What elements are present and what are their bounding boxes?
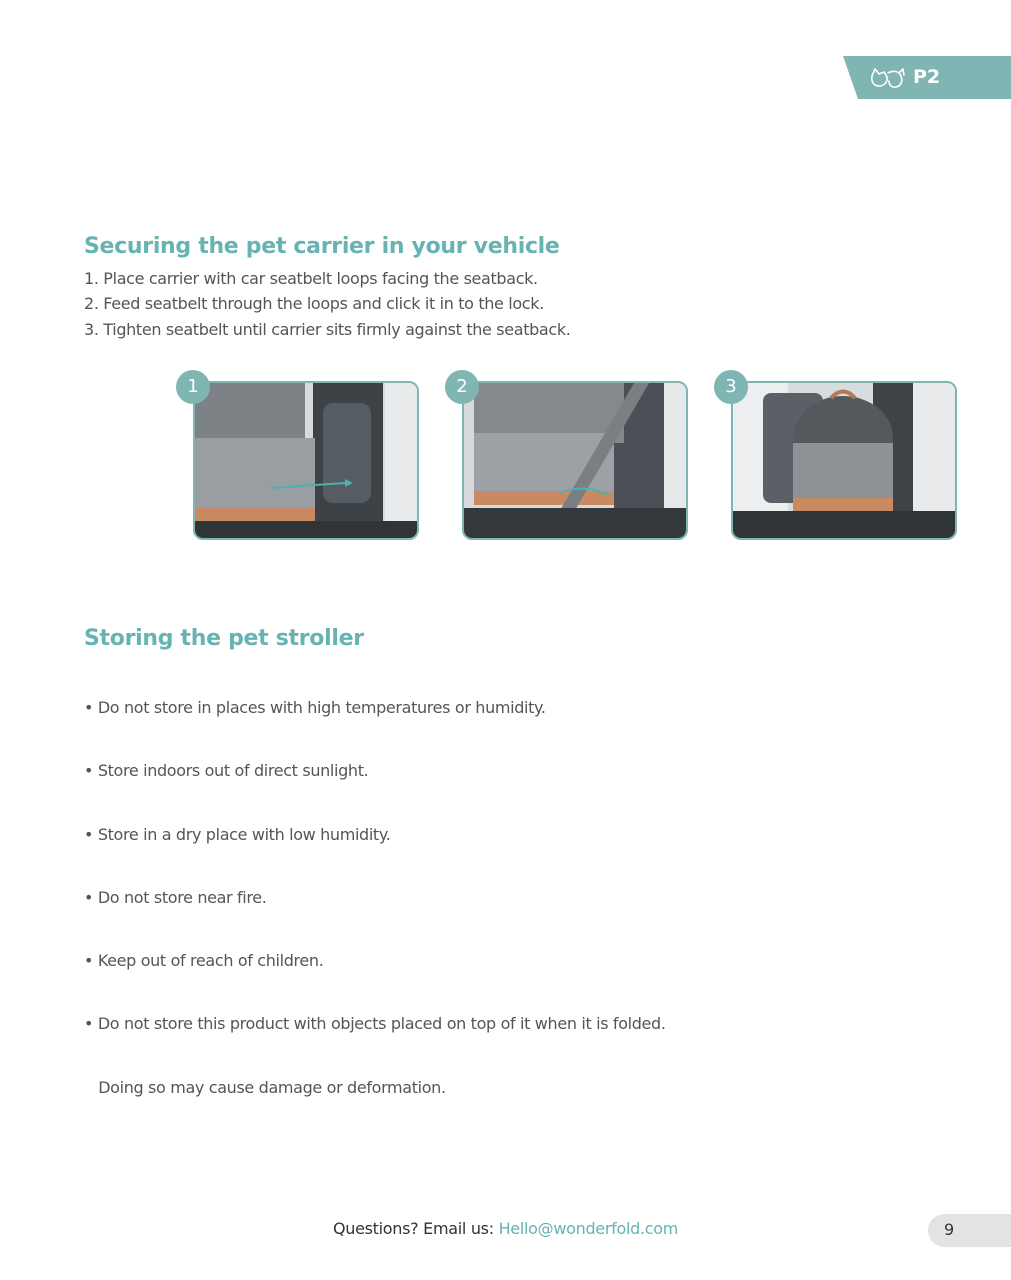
section-title-securing: Securing the pet carrier in your vehicle xyxy=(84,234,560,259)
list-item: 3. Tighten seatbelt until carrier sits firmly against the seatback. xyxy=(84,319,571,339)
tab-label: P2 xyxy=(913,66,941,88)
step-2-photo xyxy=(462,381,688,540)
page-number: 9 xyxy=(944,1220,955,1239)
section-title-storing: Storing the pet stroller xyxy=(84,626,364,651)
page-number-box xyxy=(928,1214,1011,1247)
list-item: • Keep out of reach of children. xyxy=(84,951,324,971)
step-2-badge: 2 xyxy=(445,370,479,404)
list-item: • Store in a dry place with low humidity. xyxy=(84,824,391,844)
list-item: Doing so may cause damage or deformation. xyxy=(84,1077,446,1097)
list-item: • Do not store near fire. xyxy=(84,887,267,907)
email-link[interactable]: Hello@wonderfold.com xyxy=(498,1219,679,1238)
footer-prefix: Questions? Email us: xyxy=(332,1219,499,1238)
list-item: 1. Place carrier with car seatbelt loops facing the seatback. xyxy=(84,269,538,288)
list-item: • Do not store this product with objects placed on top of it when it is folded. xyxy=(84,1014,666,1034)
step-3-badge: 3 xyxy=(714,370,748,404)
list-item: 2. Feed seatbelt through the loops and click it in to the lock. xyxy=(84,294,544,314)
storing-list xyxy=(84,657,666,1119)
list-item: • Do not store in places with high temperatures or humidity. xyxy=(84,698,546,717)
footer-contact xyxy=(0,1219,1011,1238)
securing-steps-list xyxy=(84,266,571,342)
step-1-photo xyxy=(193,381,419,540)
list-item: • Store indoors out of direct sunlight. xyxy=(84,761,369,781)
step-3-photo xyxy=(731,381,957,540)
step-1-badge: 1 xyxy=(176,370,210,404)
dog-cat-icon xyxy=(868,64,908,92)
